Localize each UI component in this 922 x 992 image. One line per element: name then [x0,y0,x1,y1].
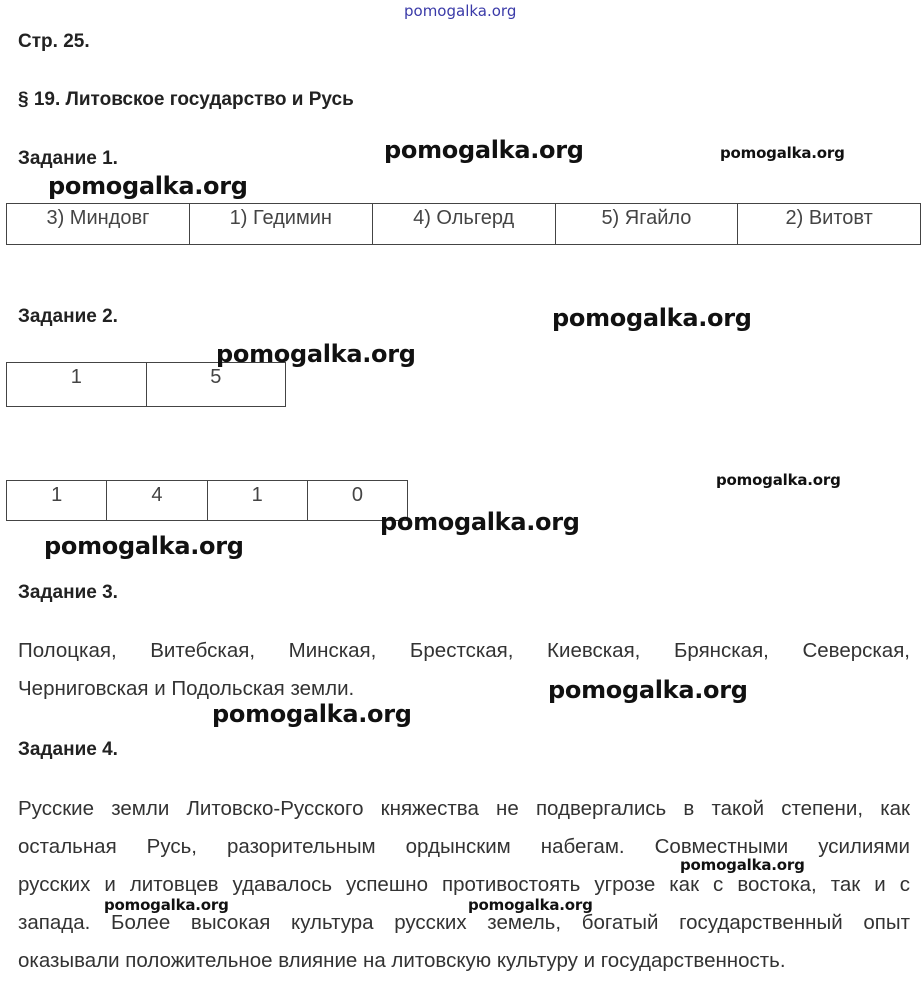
text-line: остальная Русь, разорительным ордынским набегам. Совместными усилиями [18,835,910,858]
watermark: pomogalka.org [552,304,752,332]
task1-answer-table [6,203,921,245]
task4-answer [18,790,910,980]
table-row [7,363,286,407]
task1-heading: Задание 1. [18,148,118,169]
text-line: Полоцкая, Витебская, Минская, Брестская, Киевская, Брянская, Северская, [18,639,910,662]
watermark: pomogalka.org [716,471,841,489]
text-line: запада. Более высокая культура русских земель, богатый государственный опыт [18,911,910,934]
watermark: pomogalka.org [680,856,805,874]
page-label: Стр. 25. [18,31,90,52]
text-line: Черниговская и Подольская земли. [18,677,355,700]
watermark: pomogalka.org [548,676,748,704]
table-row [7,204,921,245]
task2-heading: Задание 2. [18,306,118,327]
task2-answer-table-b [6,480,408,521]
table-cell: 1 [7,481,107,521]
table-cell: 1 [207,481,307,521]
table-cell: 5) Ягайло [555,204,738,245]
text-line: русских и литовцев удавалось успешно противостоять угрозе как с востока, так и с [18,873,910,896]
task3-answer [18,632,910,708]
watermark: pomogalka.org [104,896,229,914]
watermark: pomogalka.org [468,896,593,914]
section-title: § 19. Литовское государство и Русь [18,89,354,110]
table-cell: 0 [307,481,407,521]
watermark: pomogalka.org [384,136,584,164]
table-row [7,481,408,521]
watermark: pomogalka.org [212,700,412,728]
table-cell: 1) Гедимин [189,204,372,245]
task3-heading: Задание 3. [18,582,118,603]
text-line: Русские земли Литовско-Русского княжества не подвергались в такой степени, как [18,797,910,820]
watermark: pomogalka.org [216,340,416,368]
table-cell: 3) Миндовг [7,204,190,245]
table-cell: 2) Витовт [738,204,921,245]
table-cell: 5 [146,363,286,407]
site-header-link[interactable]: pomogalka.org [404,2,517,20]
table-cell: 4) Ольгерд [372,204,555,245]
watermark: pomogalka.org [720,144,845,162]
task4-heading: Задание 4. [18,739,118,760]
watermark: pomogalka.org [44,532,244,560]
table-cell: 4 [107,481,207,521]
table-cell: 1 [7,363,147,407]
watermark: pomogalka.org [380,508,580,536]
watermark: pomogalka.org [48,172,248,200]
text-line: оказывали положительное влияние на литовскую культуру и государственность. [18,949,786,972]
task2-answer-table-a [6,362,286,407]
